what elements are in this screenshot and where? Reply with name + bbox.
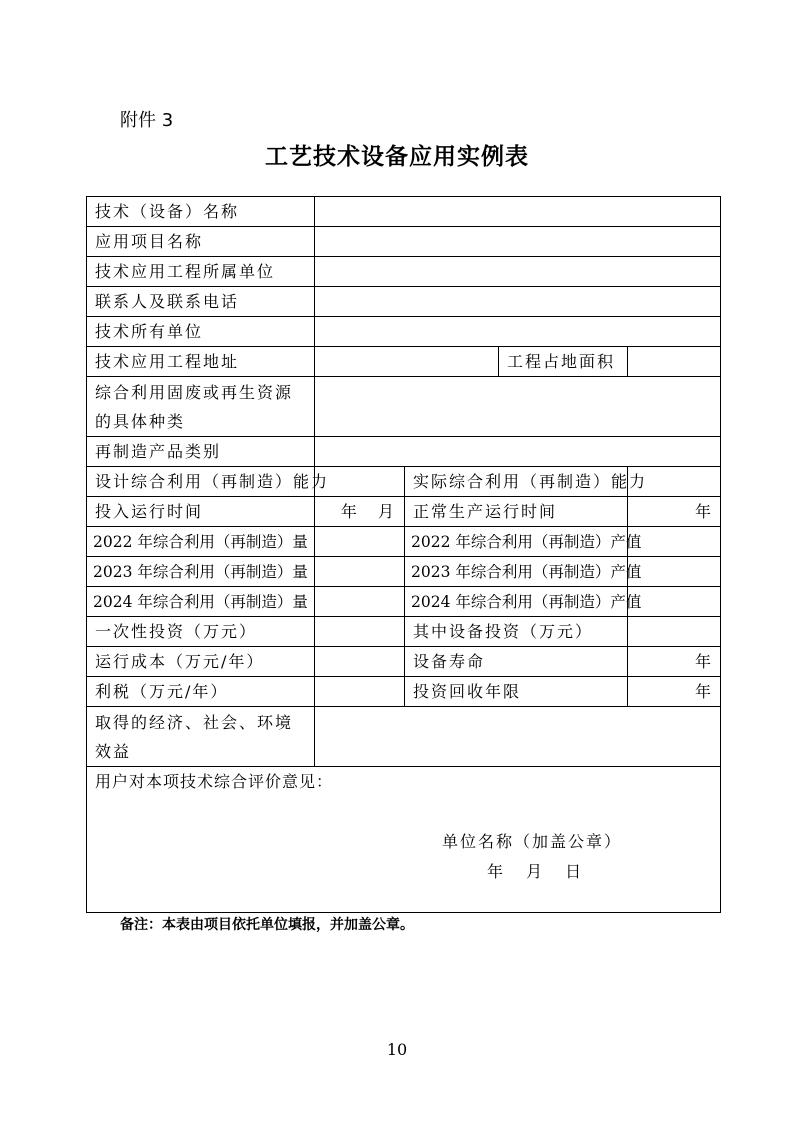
footer-note: 备注：本表由项目依托单位填报，并加盖公章。: [120, 917, 414, 933]
y2022-value-field[interactable]: [628, 527, 721, 557]
contact-label: 联系人及联系电话: [87, 287, 315, 317]
y2024-amount-field[interactable]: [315, 587, 405, 617]
cost-field[interactable]: [315, 647, 405, 677]
normal-run-field[interactable]: 年: [628, 497, 721, 527]
y2023-amount-label: 2023 年综合利用（再制造）量: [87, 557, 315, 587]
owner-field[interactable]: [315, 317, 721, 347]
start-time-field[interactable]: 年 月: [315, 497, 405, 527]
benefits-label-line2: 效益: [95, 742, 132, 761]
y2022-value-label: 2022 年综合利用（再制造）产值: [405, 527, 628, 557]
cost-label: 运行成本（万元/年）: [87, 647, 315, 677]
project-name-field[interactable]: [315, 227, 721, 257]
area-label: 工程占地面积: [499, 347, 628, 377]
y2024-value-field[interactable]: [628, 587, 721, 617]
address-label: 技术应用工程地址: [87, 347, 315, 377]
page-number: 10: [386, 1040, 408, 1059]
unit-field[interactable]: [315, 257, 721, 287]
waste-type-label: [87, 377, 315, 437]
tech-name-field[interactable]: [315, 197, 721, 227]
actual-capacity-field[interactable]: [628, 467, 721, 497]
waste-type-label-line1: 综合利用固废或再生资源: [95, 383, 294, 402]
area-field[interactable]: [628, 347, 721, 377]
equip-investment-label: 其中设备投资（万元）: [405, 617, 628, 647]
attachment-label: 附件 3: [120, 110, 174, 131]
date-label: 年 月 日: [487, 862, 582, 881]
normal-run-label: 正常生产运行时间: [405, 497, 628, 527]
actual-capacity-label: 实际综合利用（再制造）能力: [405, 467, 628, 497]
start-time-label: 投入运行时间: [87, 497, 315, 527]
design-capacity-field[interactable]: [315, 467, 405, 497]
design-capacity-label: 设计综合利用（再制造）能力: [87, 467, 315, 497]
address-field[interactable]: [315, 347, 499, 377]
owner-label: 技术所有单位: [87, 317, 315, 347]
page-title: 工艺技术设备应用实例表: [265, 144, 529, 170]
opinion-section[interactable]: [87, 767, 721, 912]
lifespan-field[interactable]: 年: [628, 647, 721, 677]
y2022-amount-field[interactable]: [315, 527, 405, 557]
tax-field[interactable]: [315, 677, 405, 707]
project-name-label: 应用项目名称: [87, 227, 315, 257]
investment-label: 一次性投资（万元）: [87, 617, 315, 647]
tech-name-label: 技术（设备）名称: [87, 197, 315, 227]
waste-type-field[interactable]: [315, 377, 721, 437]
benefits-label: [87, 707, 315, 767]
y2024-amount-label: 2024 年综合利用（再制造）量: [87, 587, 315, 617]
stamp-label: 单位名称（加盖公章）: [442, 832, 623, 851]
waste-type-label-line2: 的具体种类: [95, 412, 186, 431]
unit-label: 技术应用工程所属单位: [87, 257, 315, 287]
lifespan-label: 设备寿命: [405, 647, 628, 677]
y2024-value-label: 2024 年综合利用（再制造）产值: [405, 587, 628, 617]
equip-investment-field[interactable]: [628, 617, 721, 647]
form-table: [86, 196, 721, 913]
benefits-label-line1: 取得的经济、社会、环境: [95, 713, 294, 732]
payback-label: 投资回收年限: [405, 677, 628, 707]
payback-field[interactable]: 年: [628, 677, 721, 707]
y2023-value-field[interactable]: [628, 557, 721, 587]
contact-field[interactable]: [315, 287, 721, 317]
benefits-field[interactable]: [315, 707, 721, 767]
product-type-label: 再制造产品类别: [87, 437, 315, 467]
investment-field[interactable]: [315, 617, 405, 647]
product-type-field[interactable]: [315, 437, 721, 467]
y2023-value-label: 2023 年综合利用（再制造）产值: [405, 557, 628, 587]
opinion-label: 用户对本项技术综合评价意见：: [95, 772, 334, 791]
y2023-amount-field[interactable]: [315, 557, 405, 587]
tax-label: 利税（万元/年）: [87, 677, 315, 707]
y2022-amount-label: 2022 年综合利用（再制造）量: [87, 527, 315, 557]
